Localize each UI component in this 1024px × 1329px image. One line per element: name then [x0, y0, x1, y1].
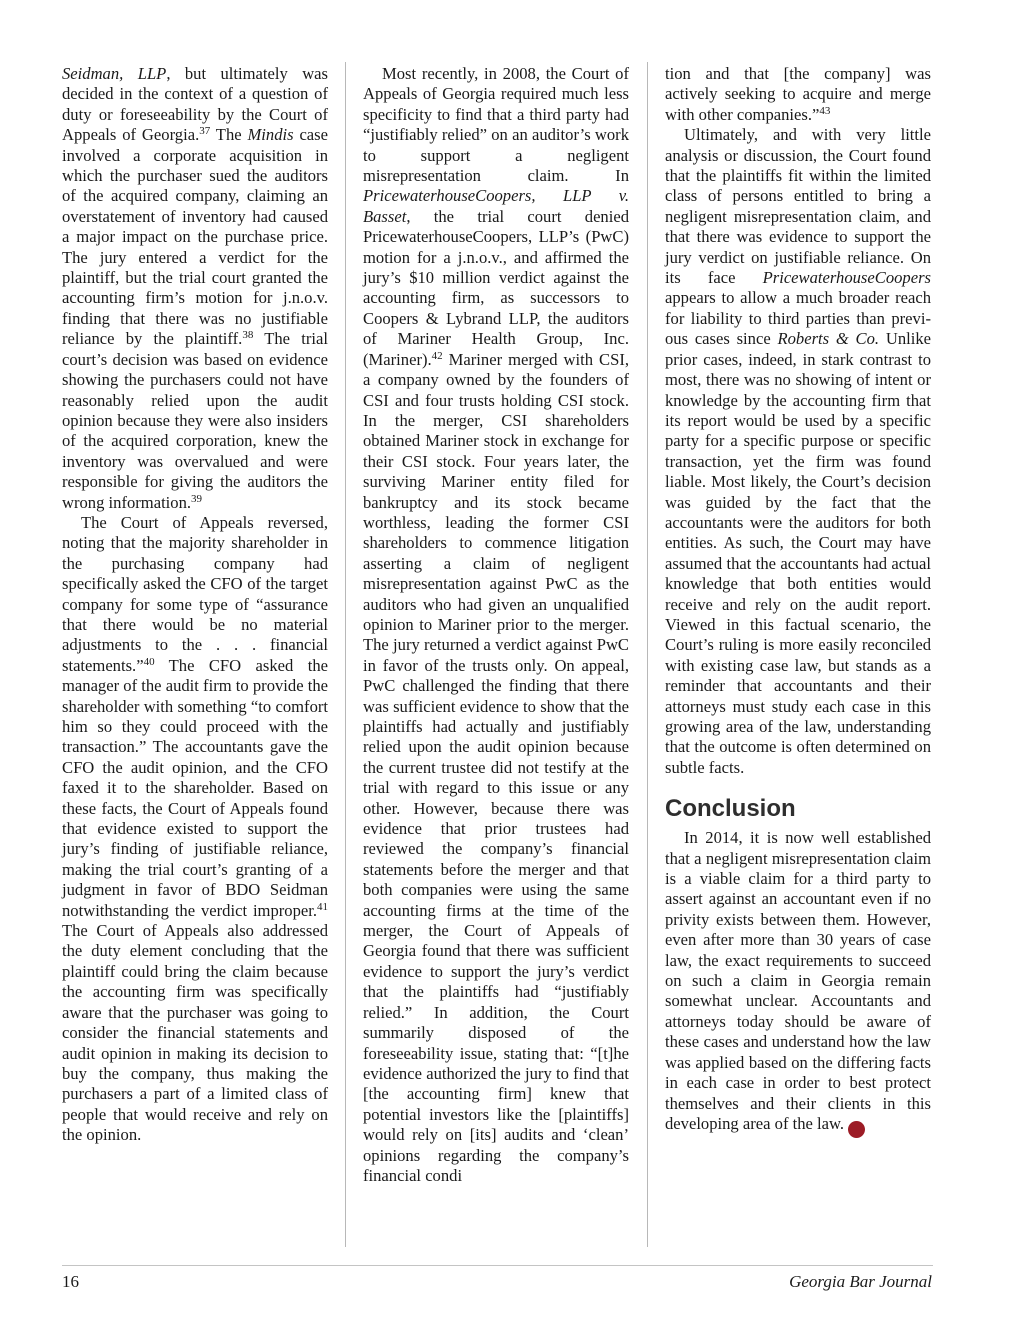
journal-title: Georgia Bar Journal [789, 1272, 932, 1291]
paragraph: In 2014, it is now well established that a negligent misrepresentation claim is a viable claim for a third party to assert against an accountant even if no privity exists between them. However, even after more than 30 years of case law, the exact requirements to succeed on such a claim in Georgia remain somewhat unclear. Accountants and attorneys today should be aware of these cases and understand how the law was applied based on the differing facts in each case in order to best protect themselves and their clients in this developing area of the law. GBJ [665, 828, 931, 1138]
footer-divider [62, 1265, 933, 1266]
paragraph: tion and that [the company] was actively seeking to acquire and merge with other companies.”$^{43}$ [665, 64, 931, 124]
column-1 [62, 64, 328, 1146]
footnote-ref: 37 [199, 125, 211, 138]
case-citation: Roberts & Co. [777, 329, 880, 349]
footnote-ref: 43 [819, 104, 831, 117]
footnote-ref: 41 [317, 900, 328, 913]
gbj-end-mark-icon: GBJ [848, 1121, 865, 1138]
column-3 [665, 64, 931, 1138]
case-citation: Seidman, LLP [62, 64, 167, 83]
paragraph: Ultimately, and with very little analysis or discussion, the Court found that the plaintiffs fit within the limited class of persons entitled to bring a negligent misrepresentation claim, and that there was evidence to support the jury verdict on justifiable reliance. On its face PricewaterhouseCoopers appears to allow a much broader reach for liability to third parties than previous cases since Roberts & Co. Unlike prior cases, indeed, in stark contrast to most, there was no showing of intent or knowledge by the accounting firm that its report would be used by a specific party for a specific purpose or specific transaction, yet the firm was found liable. Most likely, the Court’s decision was guided by the fact that the accountants were the auditors for both entities. As such, the Court may have assumed that the accountants had actual knowledge that both entities would receive and rely on the audit report. Viewed in this factual scenario, the Court’s ruling is more easily reconciled with existing case law, but stands as a reminder that accountants and their attorneys must study each case in this growing area of the law, understanding that the outcome is often determined on subtle facts. [665, 125, 932, 777]
case-citation: PricewaterhouseCoopers, LLP v. Basset [363, 186, 629, 226]
paragraph: The Court of Appeals reversed, noting that the majority shareholder in the purchasing company had specifically asked the CFO of the target company for some type of “assurance that there would be no material adjustments to the . . . financial statements.”$^{40}$ The CFO asked the manager of the audit firm to provide the shareholder with something “to comfort him so they could proceed with the transaction.” The accountants gave the CFO the audit opinion, and the CFO faxed it to the shareholder. Based on these facts, the Court of Appeals found that evidence existed to support the jury’s finding of justifiable reliance, making the trial court’s granting of a judgment in favor of BDO Seidman notwithstanding the verdict improper.$^{41}$ The Court of Appeals also addressed the duty element concluding that the plaintiff could bring the claim because the accounting firm was specifically aware that the purchaser was going to consider the financial statements and audit opinion in making its decision to buy the company, thus making the purchasers a part of a limited class of people that would receive and rely on the opinion. [62, 512, 328, 1145]
paragraph: Most recently, in 2008, the Court of Appeals of Georgia required much less specificity to find that a third party had “justifiably relied” on an auditor’s work to support a negligent misrepresentation claim. In PricewaterhouseCoopers, LLP v. Basset, the trial court denied PricewaterhouseCoopers, LLP’s (PwC) motion for a j.n.o.v., and affirmed the jury’s $10 million verdict against the accounting firm, as successors to Coopers & Lybrand LLP, the auditors of Mariner Health Group, Inc. (Mariner).$^{42}$ Mariner merged with CSI, a company owned by the founders of CSI and four trusts holding CSI stock. In the merger, CSI shareholders obtained Mariner stock in exchange for their CSI stock. Four years later, the surviving Mariner entity filed for bankruptcy and its stock became worthless, leading the former CSI shareholders to commence litigation asserting a claim of negligent misrepresentation against PwC as the auditors who had given an unqualified opinion to Mariner prior to the merger. The jury returned a verdict against PwC in favor of the trusts only. On appeal, PwC challenged the finding that there was sufficient evidence to show that the plaintiffs had actually and justifiably relied upon the audit opinion because the current trustee did not testify at the trial with regard to this issue or any other. However, because there was evidence that prior trustees had reviewed the company’s financial statements before the merger and that both companies were using the same accounting firms at the time of the merger, the Court of Appeals of Georgia found that there was sufficient evidence to support the jury’s verdict that the plaintiffs had “justifiably relied.” In addition, the Court summarily disposed of the foreseeability issue, stating that: “[t]he evidence authorized the jury to find that [the accounting firm] knew that potential investors like the [plaintiffs] would rely on [its] audits and ‘clean’ opinions regarding the company’s financial condi [363, 64, 629, 1185]
case-citation: PricewaterhouseCoopers [762, 268, 931, 288]
footnote-ref: 38 [242, 329, 254, 342]
column-2 [363, 64, 629, 1186]
column-divider [345, 62, 346, 1247]
section-heading: Conclusion [665, 795, 796, 823]
case-citation: Mindis [247, 125, 294, 145]
page-number: 16 [62, 1272, 79, 1291]
footnote-ref: 40 [143, 655, 155, 668]
footnote-ref: 39 [191, 492, 203, 505]
paragraph: Seidman, LLP, but ultimately was decided in the context of a question of duty or foreseeability by the Court of Appeals of Georgia.$^{37}$ The Mindis case involved a corporate acquisition in which the purchaser sued the auditors of the acquired company, claiming an overstatement of inventory had caused a major impact on the purchase price. The jury entered a verdict for the plaintiff, but the trial court granted the accounting firm’s motion for j.n.o.v. finding that there was no justifiable reliance by the plaintiff.$^{38}$ The trial court’s decision was based on evidence showing the purchasers could not have reasonably relied upon the audit opinion because they were also insiders of the acquired corporation, knew the inventory was overvalued and were responsible for giving the auditors the wrong information.$^{39}$ [62, 64, 328, 512]
column-divider [647, 62, 648, 1247]
footnote-ref: 42 [431, 349, 443, 362]
